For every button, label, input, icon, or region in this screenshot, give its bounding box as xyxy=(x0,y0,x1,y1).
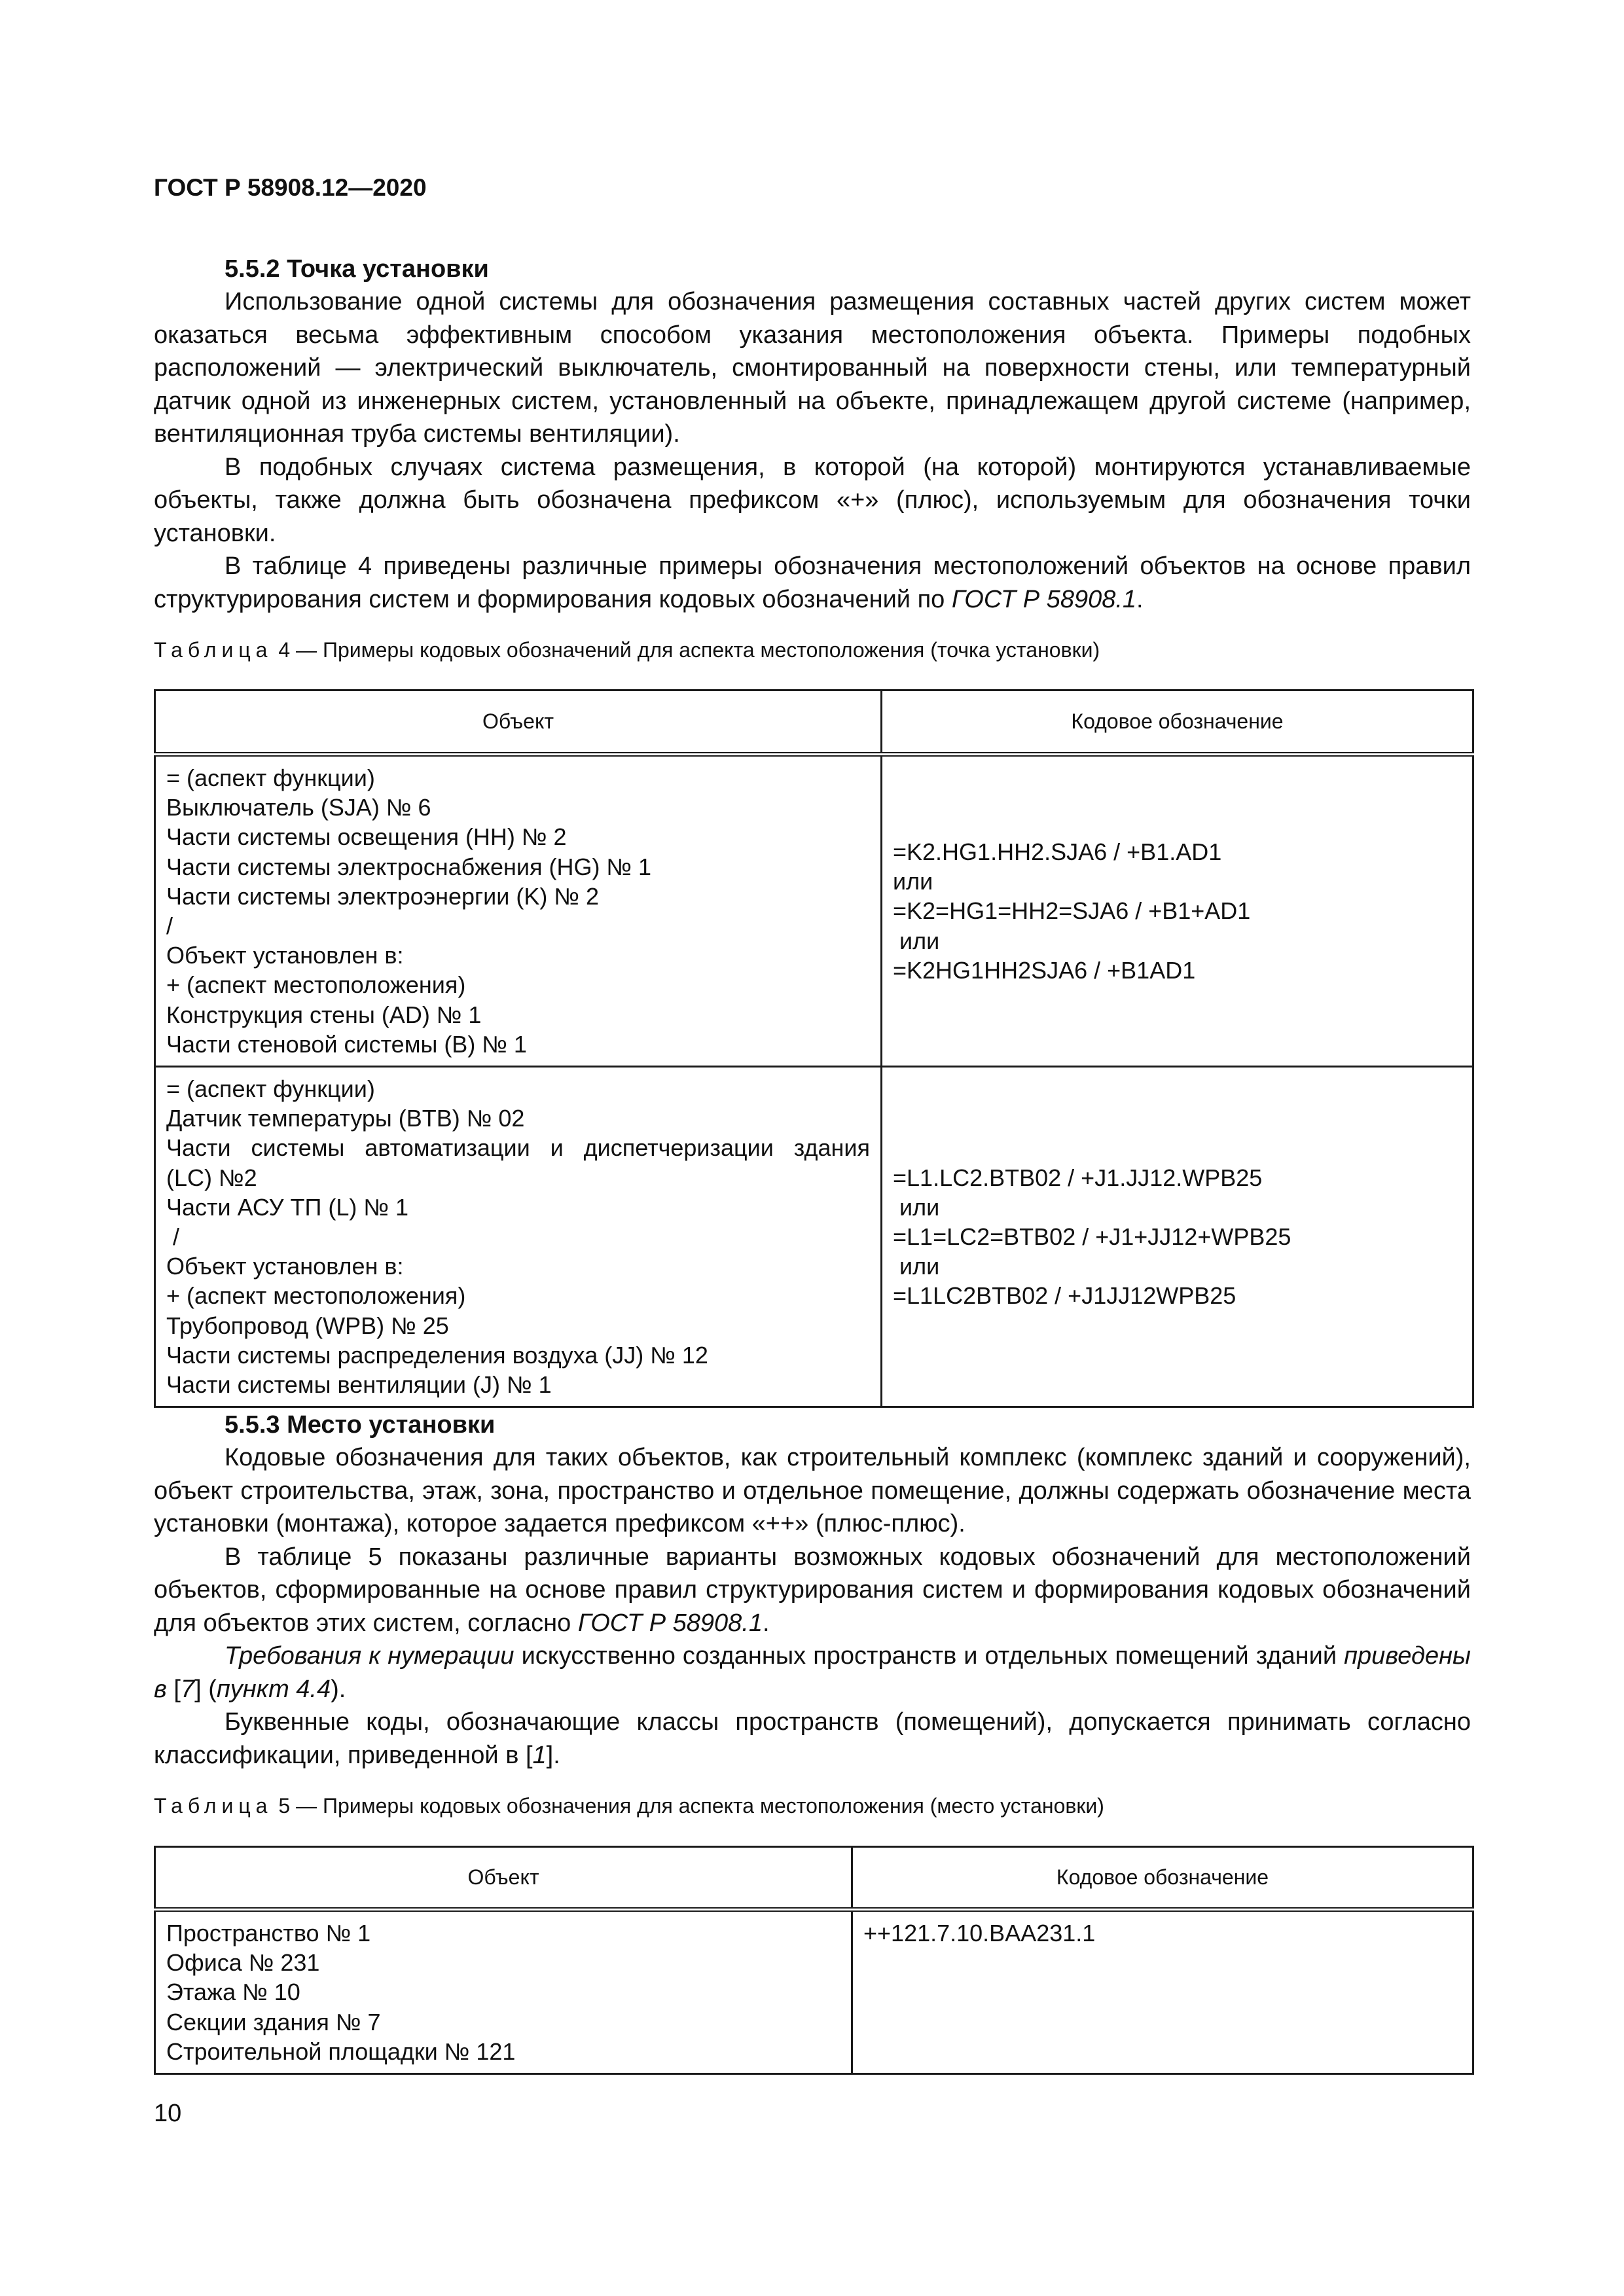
cell-line: Выключатель (SJA) № 6 xyxy=(166,794,431,821)
cell-line: Части стеновой системы (B) № 1 xyxy=(166,1030,527,1058)
column-header-code: Кодовое обозначение xyxy=(882,691,1473,755)
cell-line: Пространство № 1 xyxy=(166,1920,371,1946)
italic-phrase: Требования к нумерации xyxy=(225,1642,514,1670)
paragraph-text: Буквенные коды, обозначающие классы пространств (помещений), допускается принимать согласно классификации, приведенной в [ xyxy=(154,1708,1471,1769)
paragraph-text: искусственно созданных пространств и отдельных помещений зданий xyxy=(514,1642,1344,1670)
standard-reference: ГОСТ Р 58908.1 xyxy=(577,1609,763,1637)
bibliography-reference: 1 xyxy=(532,1741,547,1769)
table-row xyxy=(155,1067,1473,1407)
bracket: [ xyxy=(166,1675,181,1703)
table-5 xyxy=(154,1846,1474,2075)
cell-line: Части системы распределения воздуха (JJ) № 12 xyxy=(166,1341,708,1369)
table-caption-label: Таблица xyxy=(154,1794,273,1818)
table-caption-label: Таблица xyxy=(154,638,273,662)
code-line: =L1LC2BTB02 / +J1JJ12WPB25 xyxy=(893,1282,1236,1310)
code-line: ++121.7.10.BAA231.1 xyxy=(863,1920,1096,1946)
code-cell xyxy=(882,1067,1473,1407)
object-cell xyxy=(155,1067,882,1407)
table-header-row xyxy=(155,1847,1473,1910)
page-number: 10 xyxy=(154,2100,182,2127)
cell-line: (LC) №2 xyxy=(166,1164,257,1191)
code-line: или xyxy=(893,927,940,954)
code-line: или xyxy=(893,1193,940,1221)
cell-line: Строительной площадки № 121 xyxy=(166,2037,516,2065)
cell-line: Объект установлен в: xyxy=(166,1253,404,1280)
object-cell xyxy=(155,1910,852,2074)
cell-line: + (аспект местоположения) xyxy=(166,1282,466,1310)
paragraph-end: . xyxy=(763,1609,770,1637)
document-header: ГОСТ Р 58908.12—2020 xyxy=(154,174,427,201)
cell-line: Секции здания № 7 xyxy=(166,2008,381,2036)
code-line: или xyxy=(893,1253,940,1280)
cell-line: = (аспект функции) xyxy=(166,1075,375,1103)
section-title: 5.5.3 Место установки xyxy=(225,1411,496,1439)
cell-line: Части системы электроснабжения (HG) № 1 xyxy=(166,853,652,880)
section-5-5-2 xyxy=(154,253,1471,616)
code-cell xyxy=(852,1910,1473,2074)
bibliography-reference: 7 xyxy=(180,1675,195,1703)
code-line: =K2.HG1.HH2.SJA6 / +B1.AD1 xyxy=(893,838,1222,865)
cell-line: Части АСУ ТП (L) № 1 xyxy=(166,1193,409,1221)
paragraph-text: В таблице 4 приведены различные примеры обозначения местоположений объектов на основе правил структурирования систем и формирования кодовых обозначений по xyxy=(154,552,1471,613)
code-cell xyxy=(882,755,1473,1067)
paragraph xyxy=(154,1541,1471,1640)
column-header-code: Кодовое обозначение xyxy=(852,1847,1473,1910)
cell-line: Офиса № 231 xyxy=(166,1949,320,1977)
paragraph xyxy=(154,1640,1471,1706)
cell-line: Трубопровод (WPB) № 25 xyxy=(166,1312,449,1339)
table-caption xyxy=(154,636,1471,664)
paragraph xyxy=(154,1706,1471,1772)
paragraph xyxy=(154,550,1471,616)
cell-line: Части системы вентиляции (J) № 1 xyxy=(166,1371,552,1399)
cell-line: Части системы освещения (HH) № 2 xyxy=(166,823,567,851)
cell-line: Объект установлен в: xyxy=(166,942,404,969)
paragraph-end: ]. xyxy=(546,1741,560,1769)
column-header-object: Объект xyxy=(155,1847,852,1910)
cell-line: Этажа № 10 xyxy=(166,1979,300,2006)
cell-line: Конструкция стены (AD) № 1 xyxy=(166,1001,482,1028)
paragraph: Использование одной системы для обозначения размещения составных частей других систем может оказаться весьма эффективным способом указания местоположения объекта. Примеры подобных расположений — электрический выключатель, смонтированный на поверхности стены, или температурный датчик одной из инженерных систем, установленный на объекте, принадлежащем другой системе (например, вентиляционная труба системы вентиляции). xyxy=(154,288,1471,448)
table-caption xyxy=(154,1791,1471,1820)
paragraph-end: . xyxy=(1136,585,1144,613)
section-title: 5.5.2 Точка установки xyxy=(225,255,489,283)
table-row xyxy=(155,1910,1473,2074)
code-line: или xyxy=(893,868,933,895)
standard-reference: ГОСТ Р 58908.1 xyxy=(951,585,1137,613)
code-line: =L1.LC2.BTB02 / +J1.JJ12.WPB25 xyxy=(893,1164,1263,1191)
paragraph-text: В таблице 5 показаны различные варианты возможных кодовых обозначений для местоположений объектов, сформированные на основе правил структурирования систем и формирования кодовых обозначений для объектов этих систем, согласно xyxy=(154,1543,1471,1637)
cell-line: Части системы автоматизации и диспетчеризации здания xyxy=(166,1134,870,1162)
section-5-5-3 xyxy=(154,1408,1471,1772)
cell-line: + (аспект местоположения) xyxy=(166,971,466,999)
cell-line: / xyxy=(166,912,173,940)
code-line: =K2=HG1=HH2=SJA6 / +B1+AD1 xyxy=(893,897,1251,925)
table-row xyxy=(155,755,1473,1067)
column-header-object: Объект xyxy=(155,691,882,755)
cell-line: Датчик температуры (BTB) № 02 xyxy=(166,1105,525,1132)
clause-reference: пункт 4.4 xyxy=(216,1675,331,1703)
paragraph: В подобных случаях система размещения, в которой (на которой) монтируются устанавливаемые объекты, также должна быть обозначена префиксом «+» (плюс), используемым для обозначения точки установки. xyxy=(154,453,1471,547)
italic-phrase: приведены в xyxy=(154,1642,1471,1703)
code-line: =K2HG1HH2SJA6 / +B1AD1 xyxy=(893,956,1196,984)
code-line: =L1=LC2=BTB02 / +J1+JJ12+WPB25 xyxy=(893,1223,1291,1251)
bracket: ] ( xyxy=(194,1675,217,1703)
cell-line: = (аспект функции) xyxy=(166,764,375,791)
table-caption-text: 4 — Примеры кодовых обозначений для аспекта местоположения (точка установки) xyxy=(272,638,1100,662)
paragraph: Кодовые обозначения для таких объектов, как строительный комплекс (комплекс зданий и сооружений), объект строительства, этаж, зона, пространство и отдельное помещение, должны содержать обозначение места установки (монтажа), которое задается префиксом «++» (плюс-плюс). xyxy=(154,1444,1471,1537)
table-caption-text: 5 — Примеры кодовых обозначения для аспекта местоположения (место установки) xyxy=(272,1794,1104,1818)
object-cell xyxy=(155,755,882,1067)
cell-line: / xyxy=(166,1223,180,1251)
table-4 xyxy=(154,689,1474,1408)
paragraph-end: ). xyxy=(331,1675,346,1703)
table-header-row xyxy=(155,691,1473,755)
cell-line: Части системы электроэнергии (K) № 2 xyxy=(166,882,600,910)
